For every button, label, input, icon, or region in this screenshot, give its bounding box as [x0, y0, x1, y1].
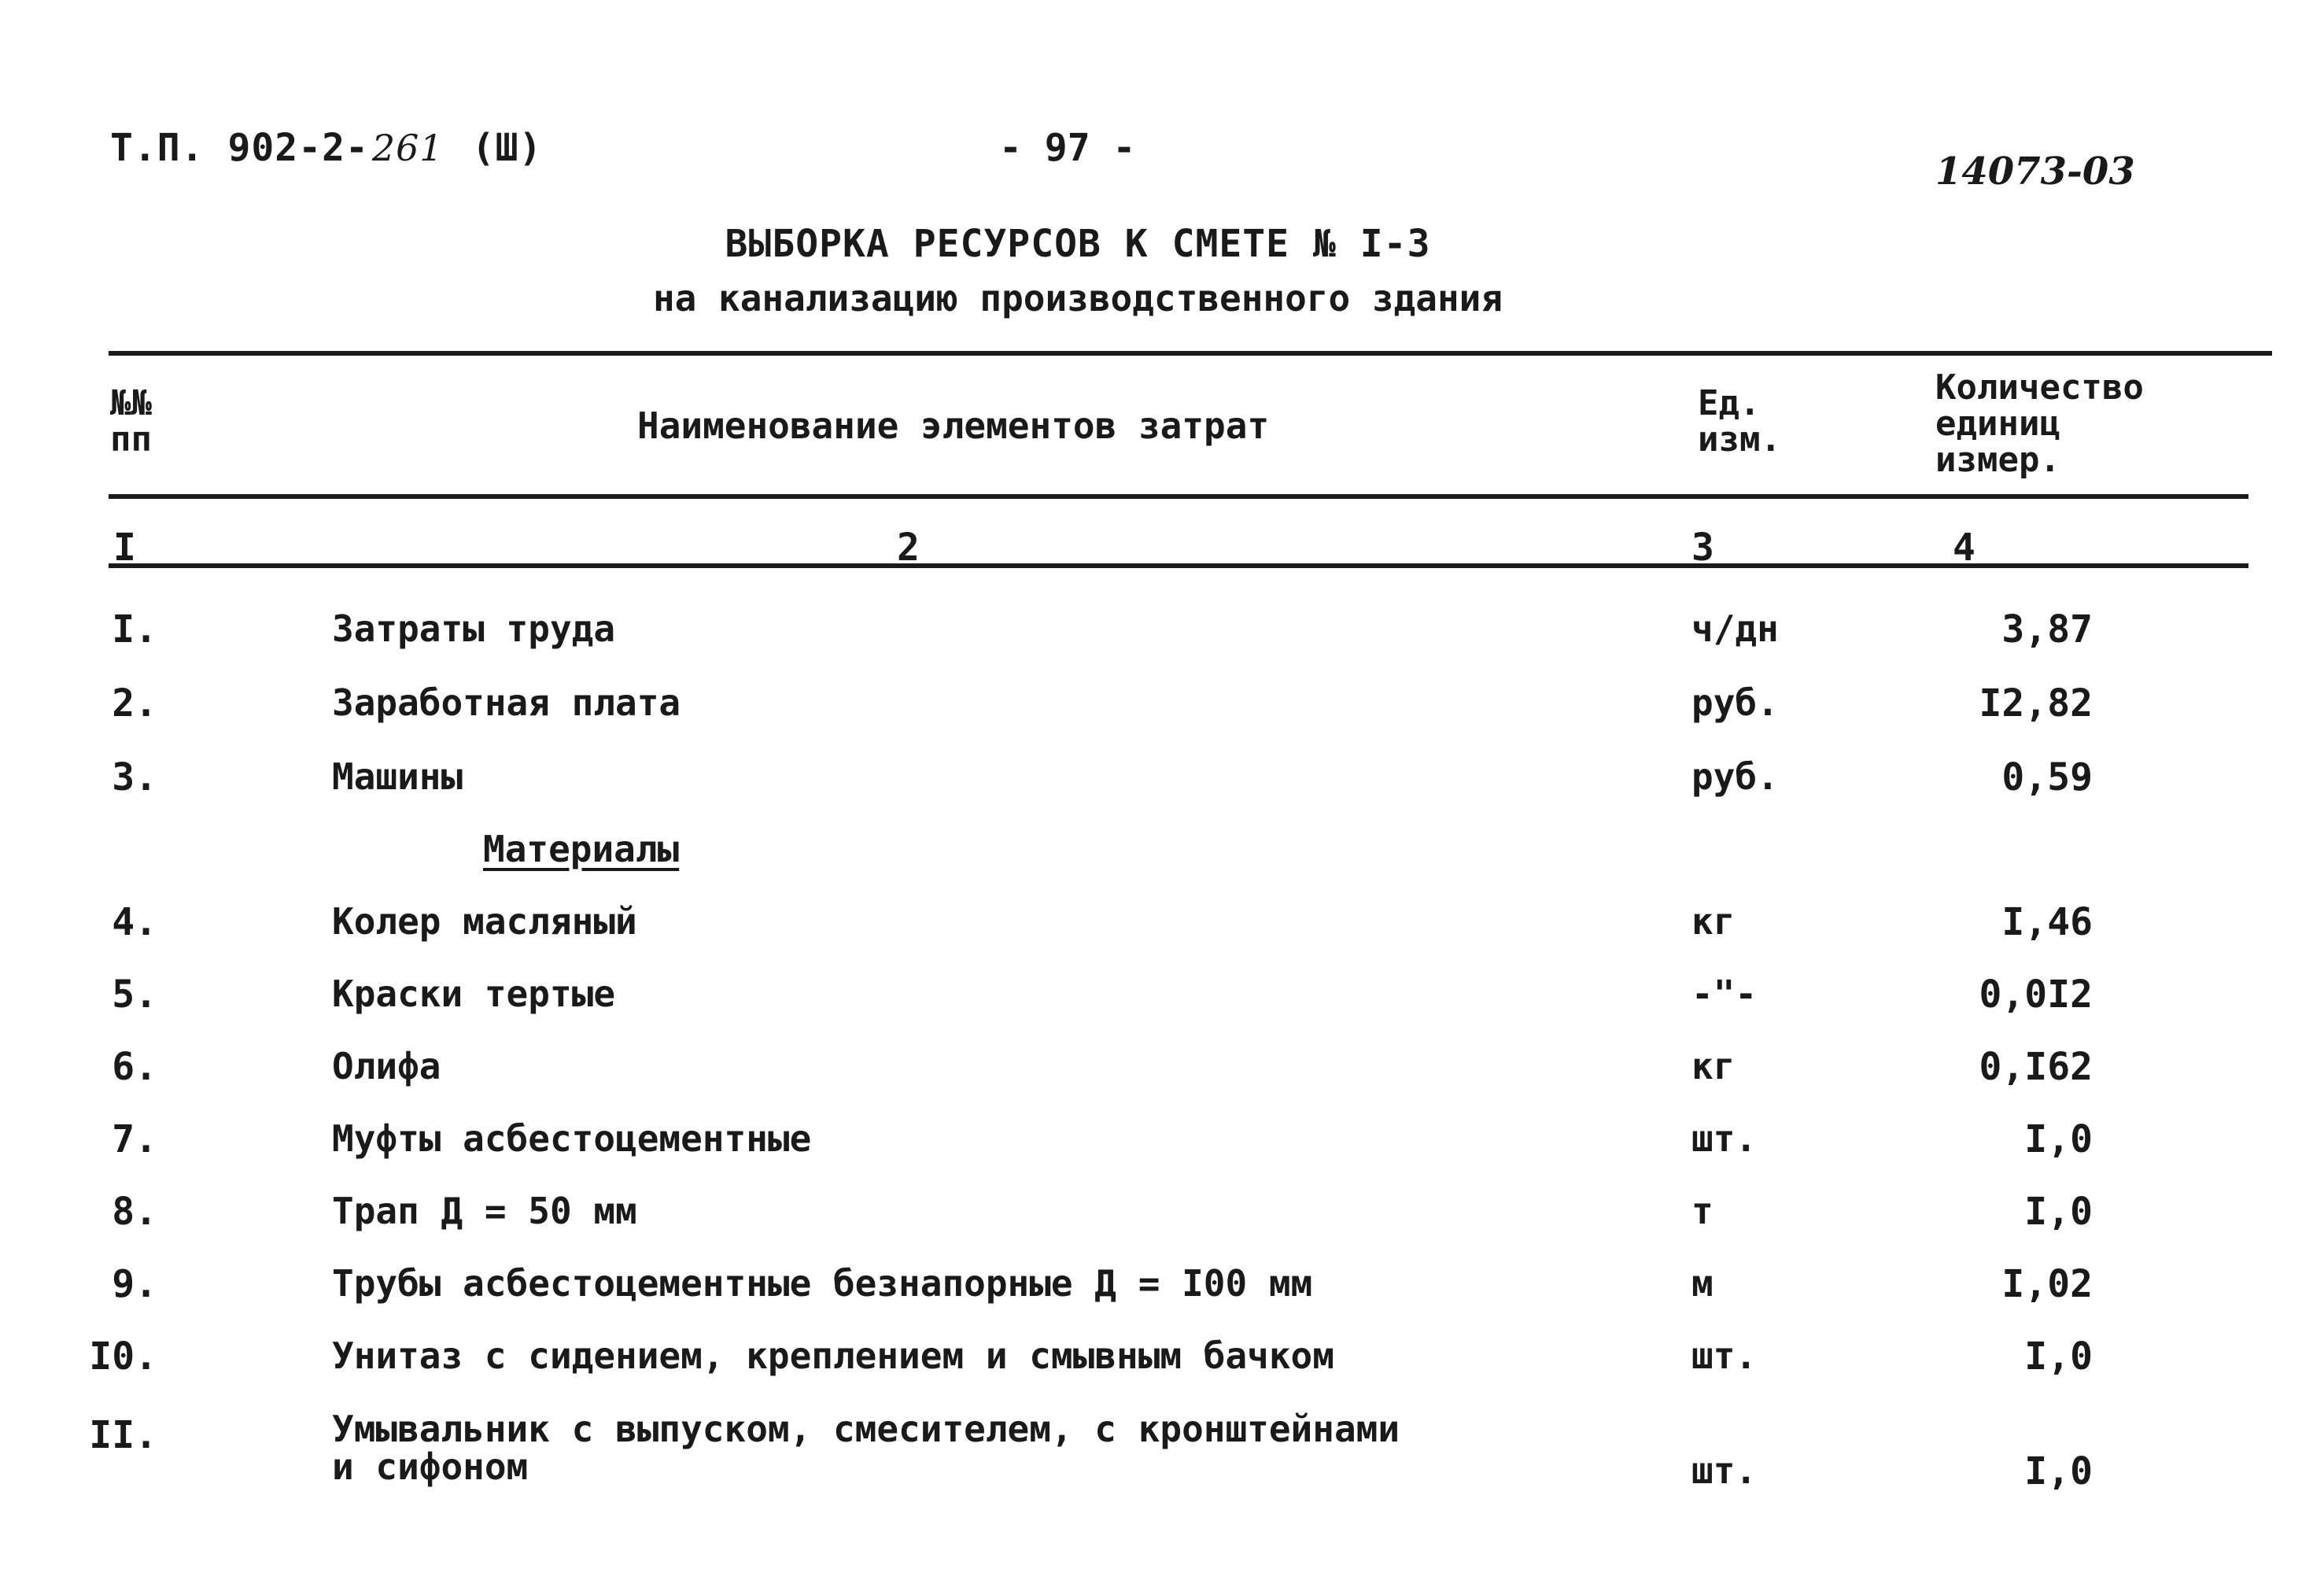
row-quantity: I,0	[2024, 1190, 2093, 1234]
row-name: Колер масляный	[332, 900, 637, 943]
row-quantity: I,46	[2001, 900, 2093, 944]
row-number: 9.	[112, 1262, 157, 1306]
row-name-line2: и сифоном	[332, 1445, 529, 1488]
row-name: Заработная плата	[332, 681, 681, 724]
section-heading-materials: Материалы	[483, 828, 680, 870]
column-header-number	[110, 383, 152, 460]
row-name: Унитаз с сидением, креплением и смывным бачком	[332, 1335, 1334, 1377]
column-number-4: 4	[1953, 526, 1975, 570]
row-number: I.	[112, 607, 157, 652]
row-unit: шт.	[1691, 1117, 1758, 1160]
column-header-number-line2: пп	[110, 419, 152, 460]
row-number: 7.	[112, 1117, 157, 1161]
row-quantity: I,02	[2001, 1262, 2093, 1306]
row-unit: шт.	[1691, 1335, 1758, 1377]
table-top-rule	[109, 351, 2272, 356]
row-unit: т	[1691, 1190, 1713, 1232]
column-header-quantity-line1: Количество	[1935, 367, 2144, 408]
row-quantity: 0,59	[2001, 755, 2093, 799]
row-number: II.	[89, 1413, 157, 1457]
row-quantity: 0,I62	[1979, 1045, 2093, 1089]
column-header-unit	[1698, 383, 1781, 460]
column-number-rule	[109, 563, 2248, 568]
column-header-quantity	[1935, 367, 2144, 480]
column-header-unit-line1: Ед.	[1698, 383, 1761, 423]
row-unit: кг	[1691, 1045, 1736, 1087]
row-number: 2.	[112, 681, 157, 725]
column-header-number-line1: №№	[110, 383, 152, 423]
row-name: Олифа	[332, 1045, 441, 1087]
column-header-name: Наименование элементов затрат	[637, 404, 1270, 447]
column-header-unit-line2: изм.	[1698, 419, 1781, 460]
row-quantity: I,0	[2024, 1335, 2093, 1379]
row-name: Трап Д = 50 мм	[332, 1190, 637, 1232]
row-name: Затраты труда	[332, 607, 616, 650]
column-number-1: I	[113, 526, 136, 570]
row-number: I0.	[89, 1335, 157, 1379]
row-unit: кг	[1691, 900, 1736, 943]
page-number: - 97 -	[999, 126, 1136, 170]
row-number: 3.	[112, 755, 157, 799]
row-unit: руб.	[1691, 755, 1779, 798]
row-unit: ч/дн	[1691, 607, 1779, 650]
row-number: 8.	[112, 1190, 157, 1234]
row-name: Машины	[332, 755, 463, 798]
row-name: Муфты асбестоцементные	[332, 1117, 812, 1160]
column-number-3: 3	[1691, 526, 1714, 570]
document-number: 14073-03	[1935, 150, 2135, 194]
row-quantity: I,0	[2024, 1449, 2093, 1493]
table-header-rule	[109, 494, 2248, 499]
designation-handwritten: 261	[371, 127, 444, 169]
row-quantity: 0,0I2	[1979, 973, 2093, 1017]
designation-printed: Т.П. 902-2-	[110, 126, 369, 170]
row-number: 5.	[112, 973, 157, 1017]
row-number: 6.	[112, 1045, 157, 1089]
row-unit: руб.	[1691, 681, 1779, 724]
column-header-quantity-line2: единиц	[1935, 404, 2060, 444]
row-name: Краски тертые	[332, 973, 616, 1015]
row-unit: -"-	[1691, 973, 1758, 1015]
row-name	[332, 1410, 1400, 1486]
row-name-line1: Умывальник с выпуском, смесителем, с кронштейнами	[332, 1408, 1400, 1450]
row-quantity: 3,87	[2001, 607, 2093, 652]
row-number: 4.	[112, 900, 157, 944]
project-designation	[110, 126, 542, 170]
document-title: ВЫБОРКА РЕСУРСОВ К СМЕТЕ № I-3	[725, 222, 1431, 266]
designation-suffix: (Ш)	[471, 126, 543, 170]
document-subtitle: на канализацию производственного здания	[652, 277, 1503, 319]
row-quantity: I2,82	[1979, 681, 2093, 725]
column-number-2: 2	[897, 526, 920, 570]
row-name: Трубы асбестоцементные безнапорные Д = I00 мм	[332, 1262, 1313, 1305]
row-unit: шт.	[1691, 1449, 1758, 1492]
column-header-quantity-line3: измер.	[1935, 440, 2060, 480]
row-quantity: I,0	[2024, 1117, 2093, 1161]
row-unit: м	[1691, 1262, 1713, 1305]
